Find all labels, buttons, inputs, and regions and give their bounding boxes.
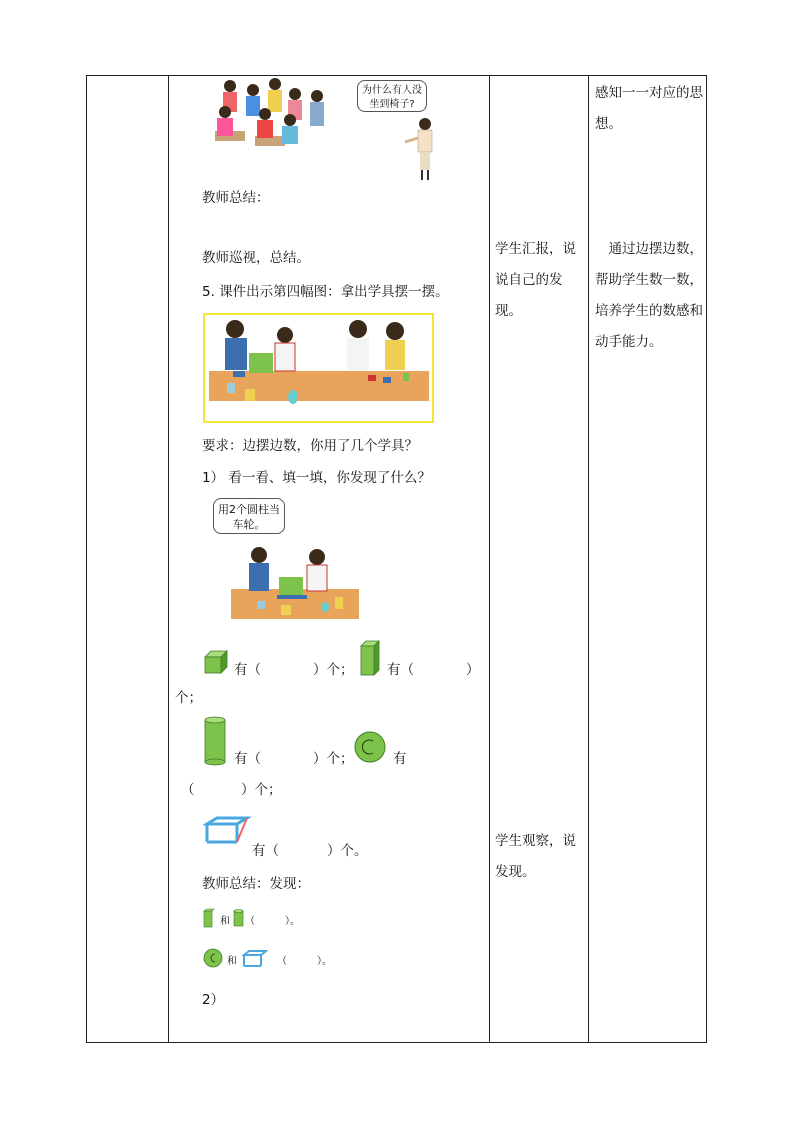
question2-text: 2） [202, 992, 225, 1008]
lesson-table [86, 75, 707, 1043]
column-divider [588, 76, 589, 1042]
cube-has-label: 有（ [234, 662, 261, 678]
teacher-patrol-text: 教师巡视，总结。 [202, 250, 310, 266]
cuboid-small-icon [203, 908, 215, 928]
cylinder-has-label: 有（ [234, 751, 261, 767]
and-label: 和 [227, 956, 237, 967]
circle-icon [353, 730, 387, 764]
intent-note: 通过边摆边数，帮助学生数一数，培养学生的数感和动手能力。 [595, 241, 703, 350]
cylinder-small-icon [233, 908, 245, 928]
circle-small-icon [203, 948, 223, 968]
prism-frame-small-icon [242, 950, 268, 968]
discovery2-paren: （ ）。 [277, 956, 332, 967]
children-building-illustration [231, 541, 361, 623]
intent-note-top: 感知一一对应的思想。 [595, 85, 703, 132]
cuboid-unit: 个； [175, 690, 202, 706]
cuboid-count-close: ） [466, 662, 480, 678]
wheels-speech-bubble: 用2个圆柱当车轮。 [213, 498, 285, 534]
cylinder-count-close: ）个； [313, 751, 354, 767]
discovery1-paren: （ ）。 [245, 916, 300, 927]
step5-text: 5. 课件出示第四幅图：拿出学具摆一摆。 [202, 284, 449, 300]
teacher-summary-discovery: 教师总结：发现： [202, 876, 310, 892]
requirement-text: 要求：边摆边数，你用了几个学具？ [202, 438, 418, 454]
frame-count-close: ）个。 [327, 843, 368, 859]
question1-text: 1） 看一看、填一填，你发现了什么？ [202, 470, 431, 486]
and-label: 和 [220, 916, 230, 927]
circle-open-paren: （ [181, 782, 195, 798]
cube-count-close: ）个； [313, 662, 354, 678]
column-divider [489, 76, 490, 1042]
circle-has-label: 有 [393, 751, 407, 767]
cuboid-has-label: 有（ [387, 662, 414, 678]
speech-bubble: 为什么有人没坐到椅子? [357, 80, 427, 112]
student-report-text: 学生汇报，说说自己的发现。 [495, 241, 576, 319]
classroom-illustration [203, 313, 434, 423]
circle-count-close: ）个； [241, 782, 282, 798]
cylinder-icon [203, 716, 227, 766]
teacher-illustration [403, 116, 443, 182]
cuboid-icon [359, 640, 381, 676]
column-divider [168, 76, 169, 1042]
frame-has-label: 有（ [252, 843, 279, 859]
cube-icon [203, 649, 229, 675]
student-observe-text: 学生观察，说发现。 [495, 833, 576, 880]
prism-frame-icon [203, 816, 251, 846]
teacher-summary-label: 教师总结： [202, 190, 270, 206]
children-chairs-illustration [205, 76, 335, 158]
